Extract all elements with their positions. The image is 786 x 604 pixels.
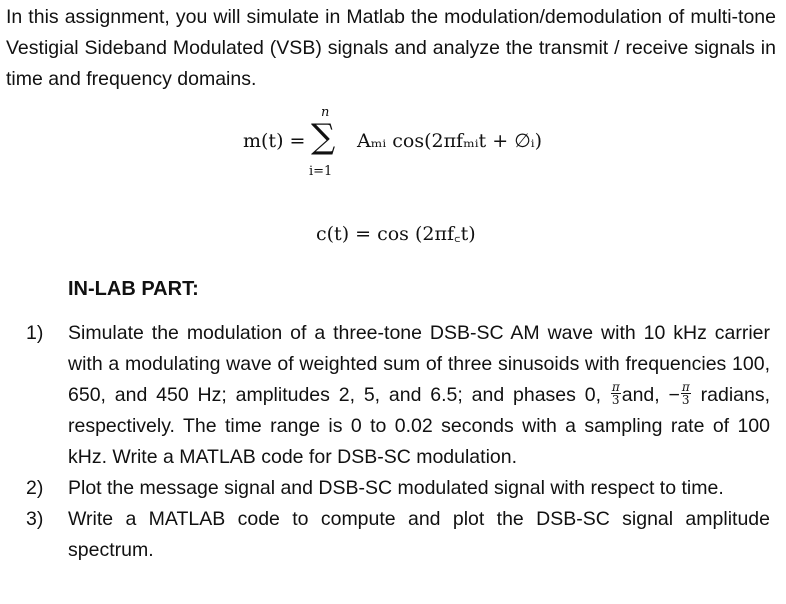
item-number: 1) (26, 322, 44, 344)
message-equation-rhs: Aₘᵢ cos(2πfₘᵢt + ∅ᵢ) (357, 130, 542, 152)
fraction-numerator: π (681, 380, 690, 395)
item-number: 2) (26, 477, 44, 499)
sum-upper-limit: n (321, 105, 330, 120)
message-equation-lhs: m(t) = (243, 130, 306, 152)
fraction-pi-over-3 (611, 381, 621, 406)
item-text: Plot the message signal and DSB-SC modulated signal with respect to time. (68, 477, 724, 499)
sum-lower-limit: i=1 (309, 164, 333, 179)
fraction-numerator: π (611, 380, 620, 395)
list-item (26, 473, 770, 504)
item-text: Write a MATLAB code to compute and plot the DSB-SC signal amplitude spectrum. (68, 508, 770, 561)
item-text (68, 318, 770, 473)
task-list (26, 318, 770, 566)
list-item (26, 318, 770, 473)
fraction-denominator: 3 (611, 393, 620, 408)
item-text-part-b: and, − (621, 384, 680, 406)
item-text-part-a: Simulate the modulation of a three-tone DSB-SC AM wave with 10 kHz carrier with a modulating wave of weighted sum of three sinusoids with frequencies 100, 650, and 450 Hz; amplitudes 2, 5, and 6.5; and phases 0, (68, 322, 770, 406)
list-item (26, 504, 770, 566)
intro-paragraph: In this assignment, you will simulate in Matlab the modulation/demodulation of multi-tone Vestigial Sideband Modulated (VSB) signals and analyze the transmit / receive signals in time and frequency domains. (6, 6, 776, 90)
summation-symbol: ∑ (311, 117, 336, 157)
fraction-pi-over-3 (681, 381, 691, 406)
carrier-equation: c(t) = cos (2πf꜀t) (316, 223, 476, 245)
item-text-part-c: radians, respectively. The time range is 0 to 0.02 seconds with a sampling rate of 100 kHz. Write a MATLAB code for DSB-SC modulation. (68, 384, 771, 468)
section-heading: IN-LAB PART: (68, 278, 199, 300)
fraction-denominator: 3 (681, 393, 690, 408)
item-number: 3) (26, 508, 44, 530)
